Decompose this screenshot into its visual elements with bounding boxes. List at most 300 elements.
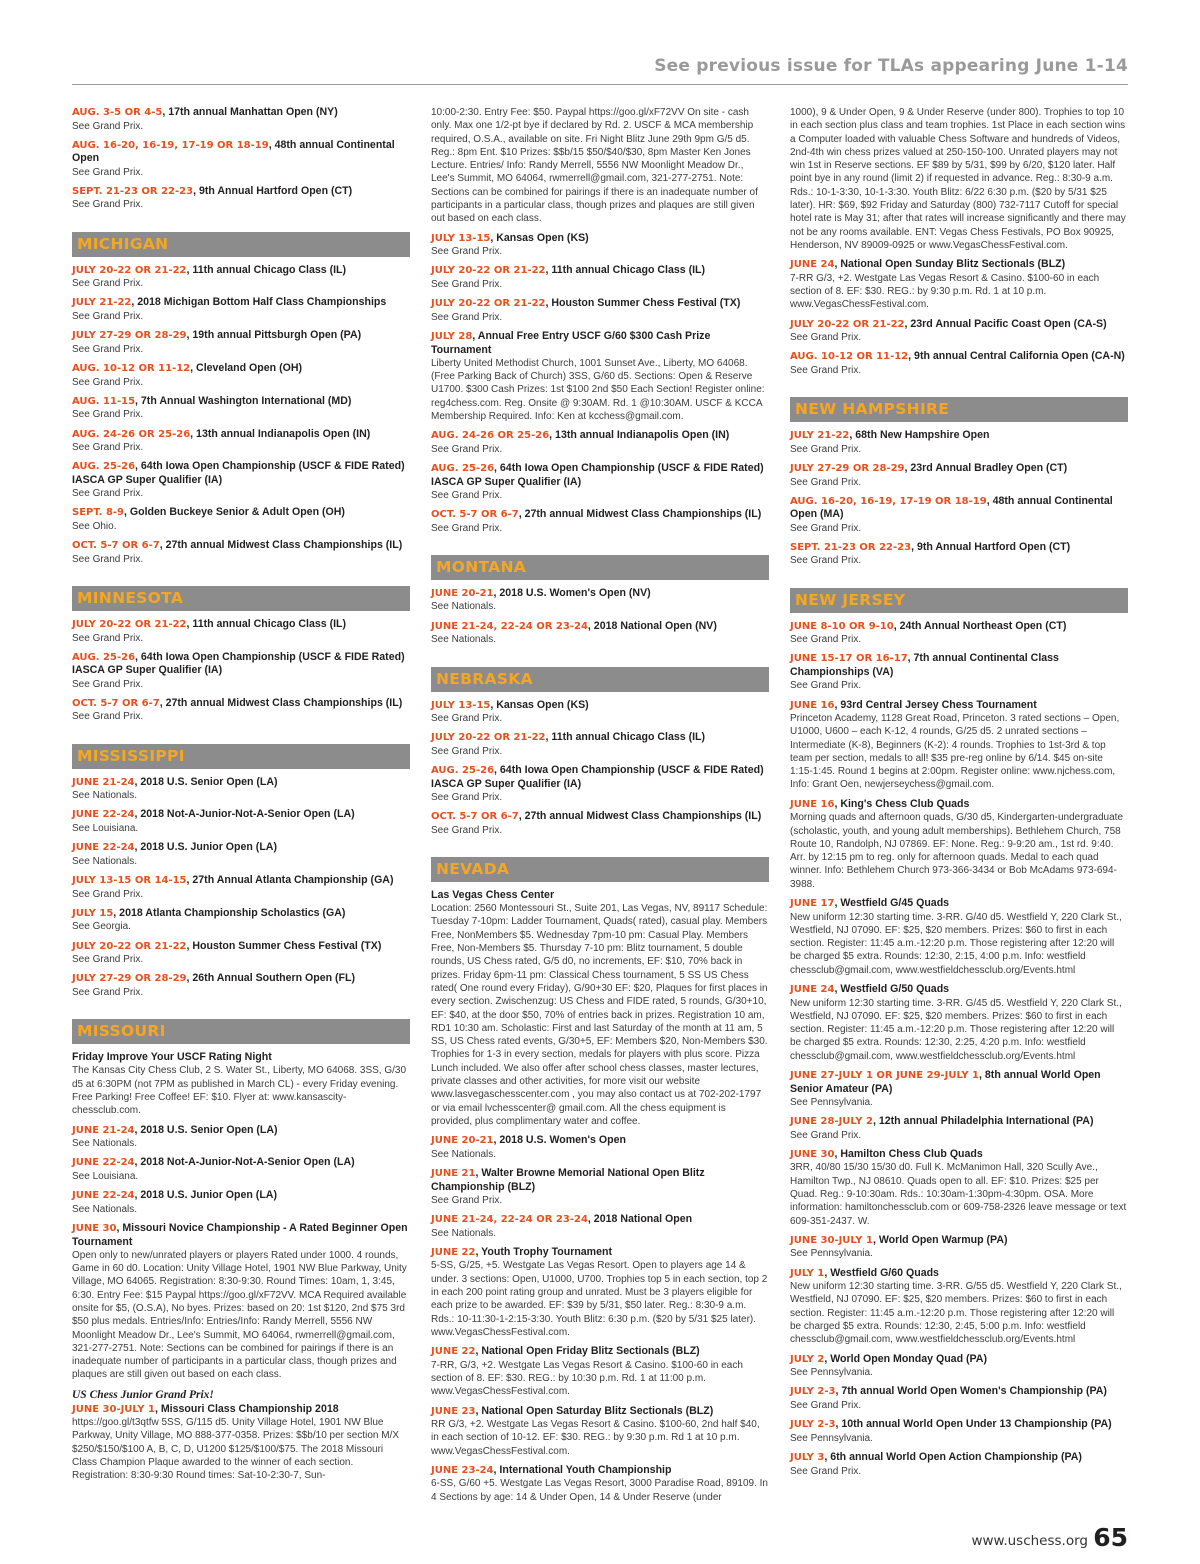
event-details: See Grand Prix. bbox=[72, 488, 144, 500]
event-listing bbox=[790, 462, 1128, 489]
event-details: See Grand Prix. bbox=[790, 522, 862, 534]
event-heading bbox=[790, 1385, 1128, 1399]
event-heading bbox=[72, 874, 410, 888]
event-title: , 19th annual Pittsburgh Open (PA) bbox=[186, 329, 362, 342]
event-heading bbox=[431, 889, 769, 902]
event-heading bbox=[790, 429, 1128, 443]
event-title: , 2018 U.S. Senior Open (LA) bbox=[134, 1123, 278, 1136]
event-title: , 27th annual Midwest Class Championships (IL) bbox=[159, 696, 403, 709]
event-date: JUNE 22-24 bbox=[72, 1190, 135, 1202]
event-details: See Grand Prix. bbox=[790, 680, 862, 692]
event-details: Location: 2560 Montessouri St., Suite 201, Las Vegas, NV, 89117 Schedule: Tuesday 7-10pm: Ladder Tournament, Quads( rated), casual play. Members Free, NonMembers $5. Wednesday 7pm-10 pm: Casual Play. Members Free, Non-Members $5. Thursday 7-10 pm: Blitz tournament, 5 double rounds, US Chess rated, G/5 d0, no increments, EF: $10, 70% back in prizes. Friday 6pm-11 pm: Classical Chess tournament, 5 SS US Chess rated( One round every Friday), G/90+30 EF: $20, Plaques for first places in every section. Zwischenzug: US Chess and FIDE rated, 5 rounds, G/30+10, EF: $40, at the door $50, 70% of entries back in prizes. Registration 10 am, RD1 10:30 am. Scholastic: First and last Saturday of the month at 11 am, 5 SS, US Chess rated events, G/30+5, EF: Members $20, Non-Members $30. Trophies for 1-3 in every section, medals for players with plus score. Pizza Lunch included. We also offer after school chess classes, master lectures, private classes and other activities, for more visit our website www.lasvegaschesscenter.com , you may also contact us at 702-202-1797 or via email lvchesscenter@ gmail.com. All the chess equipment is provided, plus complimentary water and coffee. bbox=[431, 903, 768, 1127]
state-heading: NEVADA bbox=[431, 857, 769, 882]
event-heading bbox=[72, 697, 410, 711]
event-heading bbox=[431, 587, 769, 601]
event-listing bbox=[790, 1451, 1128, 1478]
event-date: JULY 27-29 OR 28-29 bbox=[72, 330, 187, 342]
event-heading bbox=[790, 258, 1128, 272]
event-details: See Grand Prix. bbox=[72, 553, 144, 565]
event-title: , King's Chess Club Quads bbox=[834, 797, 970, 810]
event-date: JUNE 22-24 bbox=[72, 809, 135, 821]
event-date: OCT. 5-7 OR 6-7 bbox=[431, 811, 519, 823]
event-details: See Grand Prix. bbox=[72, 711, 144, 723]
event-details: 3RR, 40/80 15/30 15/30 d0. Full K. McManimon Hall, 320 Scully Ave., Hamilton Twp., NJ 08610. Quads open to all. EF: $10. Prizes: $25 per Quad. Reg.: 9-10:30am. Rds.: 10:30am-1:30pm-4:30pm. OSA. More information: hamiltonchessclub.com or 609-758-2326 leave message or text 609-351-2437. W. bbox=[790, 1162, 1127, 1227]
event-title: , Cleveland Open (OH) bbox=[190, 362, 303, 375]
event-date: JULY 20-22 OR 21-22 bbox=[72, 619, 187, 631]
event-heading bbox=[790, 1418, 1128, 1432]
event-date: JULY 3 bbox=[790, 1452, 825, 1464]
event-listing bbox=[72, 1051, 410, 1117]
event-date: JUNE 24 bbox=[790, 259, 835, 271]
event-date: JUNE 22 bbox=[431, 1346, 476, 1358]
event-heading bbox=[431, 1345, 769, 1359]
event-listing bbox=[72, 539, 410, 566]
event-heading bbox=[72, 808, 410, 822]
event-title: , World Open Monday Quad (PA) bbox=[824, 1352, 987, 1365]
event-date: JUNE 30-JULY 1 bbox=[790, 1234, 873, 1246]
event-heading bbox=[790, 1267, 1128, 1281]
event-title: , 7th annual Continental Class Championships (VA) bbox=[790, 652, 1059, 678]
event-heading bbox=[72, 296, 410, 310]
event-details: See Grand Prix. bbox=[431, 489, 503, 501]
state-heading: NEBRASKA bbox=[431, 667, 769, 692]
event-title: , Kansas Open (KS) bbox=[490, 698, 589, 711]
event-listing bbox=[72, 185, 410, 212]
event-listing bbox=[431, 106, 769, 226]
event-details: See Grand Prix. bbox=[790, 443, 862, 455]
event-date: AUG. 25-26 bbox=[72, 651, 136, 663]
event-details: See Louisiana. bbox=[72, 1170, 139, 1182]
event-details: See Grand Prix. bbox=[790, 364, 862, 376]
event-heading bbox=[431, 731, 769, 745]
event-date: AUG. 11-15 bbox=[72, 395, 136, 407]
event-heading bbox=[72, 972, 410, 986]
event-listing bbox=[431, 297, 769, 324]
event-details: See Grand Prix. bbox=[72, 310, 144, 322]
event-listing bbox=[790, 541, 1128, 568]
event-listing bbox=[72, 139, 410, 179]
event-title: , 2018 Not-A-Junior-Not-A-Senior Open (LA) bbox=[134, 808, 355, 821]
event-details: 6-SS, G/60 +5. Westgate Las Vegas Resort, 3000 Paradise Road, 89109. In 4 Sections by age: 14 & Under Open, 14 & Under Reserve (under bbox=[431, 1478, 768, 1503]
event-series-label: US Chess Junior Grand Prix! bbox=[72, 1388, 214, 1401]
event-details: New uniform 12:30 starting time. 3-RR. G/40 d5. Westfield Y, 220 Clark St., Westfield, NJ 07090. EF: $25, $20 members. Prizes: $60 to first in each section. Register: 11:45 a.m.-12:20 p.m. Those registering after 12:20 will be charged $5 extra. Rounds: 12:30, 2:15, 4:00 p.m. Info: westfield chessclub@gmail.com, www.westfieldchessclub.org/Events.html bbox=[790, 911, 1122, 976]
event-title: , 11th annual Chicago Class (IL) bbox=[186, 618, 347, 631]
event-date: JULY 27-29 OR 28-29 bbox=[72, 973, 187, 985]
event-listing bbox=[431, 1167, 769, 1207]
event-heading bbox=[790, 462, 1128, 476]
event-details: See Grand Prix. bbox=[790, 332, 862, 344]
event-listing bbox=[431, 731, 769, 758]
event-listing bbox=[790, 1353, 1128, 1380]
event-details: See Grand Prix. bbox=[790, 1465, 862, 1477]
event-heading bbox=[431, 1405, 769, 1419]
event-heading bbox=[790, 798, 1128, 812]
event-listing bbox=[790, 429, 1128, 456]
event-heading bbox=[72, 362, 410, 376]
event-date: JUNE 21-24, 22-24 OR 23-24 bbox=[431, 620, 588, 632]
event-date: JUNE 30-JULY 1 bbox=[72, 1403, 155, 1415]
event-listing bbox=[431, 1405, 769, 1458]
event-heading bbox=[431, 1464, 769, 1478]
event-title: , 2018 Not-A-Junior-Not-A-Senior Open (LA) bbox=[134, 1156, 355, 1169]
event-date: AUG. 25-26 bbox=[431, 463, 495, 475]
event-date: SEPT. 21-23 OR 22-23 bbox=[790, 541, 912, 553]
event-date: AUG. 3-5 OR 4-5 bbox=[72, 107, 163, 118]
event-heading bbox=[72, 1403, 410, 1417]
event-title: , 7th annual World Open Women's Championship (PA) bbox=[835, 1385, 1107, 1398]
event-title: , National Open Friday Blitz Sectionals (BLZ) bbox=[475, 1345, 700, 1358]
event-title: , 2018 Atlanta Championship Scholastics (GA) bbox=[113, 906, 346, 919]
event-listing bbox=[72, 1124, 410, 1151]
event-heading bbox=[431, 429, 769, 443]
event-listing bbox=[72, 1388, 410, 1483]
event-date: JUNE 16 bbox=[790, 699, 835, 711]
event-title: , 27th annual Midwest Class Championships (IL) bbox=[159, 539, 403, 552]
event-title: , 11th annual Chicago Class (IL) bbox=[186, 263, 347, 276]
event-title: , 8th annual World Open Senior Amateur (PA) bbox=[790, 1069, 1101, 1095]
event-listing bbox=[431, 764, 769, 804]
event-details: See Pennsylvania. bbox=[790, 1096, 873, 1108]
event-date: AUG. 16-20, 16-19, 17-19 OR 18-19 bbox=[790, 495, 987, 507]
event-listing bbox=[431, 1464, 769, 1504]
event-listing bbox=[790, 318, 1128, 345]
event-details: See Grand Prix. bbox=[72, 954, 144, 966]
event-details: See Nationals. bbox=[72, 790, 138, 802]
event-title: , Westfield G/45 Quads bbox=[834, 897, 950, 910]
event-heading bbox=[790, 897, 1128, 911]
event-title: , 9th annual Central California Open (CA-N) bbox=[908, 350, 1125, 363]
event-date: JUNE 21-24 bbox=[72, 776, 135, 788]
event-date: JUNE 24 bbox=[790, 984, 835, 996]
event-details: 1000), 9 & Under Open, 9 & Under Reserve (under 800). Trophies to top 10 in each section plus class and team trophies. 1st Place in each section wins a Computer loaded with valuable Chess Software and hundreds of Videos, 2nd-4th win chess prizes valued at 250-150-100. Unrated players may not win 1st in Reserve sections. EF $89 by 5/31, $99 by 6/20, $120 later. Half point bye in any round (limit 2) if requested in advance. Reg.: 8:30-9 a.m. Rds.: 10-1-3:30, 10-1-3:30. Youth Blitz: 6/22 6:30 p.m. ($20 by 5/31 $25 later). HR: $69, $92 Friday and Saturday (800) 732-7117 Cutoff for special hotel rate is May 31; after that rates will increase significantly and there may not be any rooms available. ENT: Vegas Chess Festivals, PO Box 90925, Henderson, NV 89009-0925 or www.VegasChessFestival.com. bbox=[790, 107, 1126, 251]
event-date: AUG. 24-26 OR 25-26 bbox=[431, 430, 550, 442]
event-heading bbox=[790, 1234, 1128, 1248]
event-listing bbox=[72, 1189, 410, 1216]
event-date: JULY 20-22 OR 21-22 bbox=[790, 318, 905, 330]
event-title: , National Open Sunday Blitz Sectionals (BLZ) bbox=[834, 258, 1066, 271]
event-listing bbox=[790, 1267, 1128, 1347]
event-heading bbox=[790, 652, 1128, 679]
event-details: See Grand Prix. bbox=[72, 278, 144, 290]
event-heading bbox=[790, 350, 1128, 364]
event-heading bbox=[72, 428, 410, 442]
event-date: JULY 28 bbox=[431, 331, 473, 343]
event-listing bbox=[790, 1069, 1128, 1109]
event-details: See Pennsylvania. bbox=[790, 1432, 873, 1444]
event-listing bbox=[790, 1148, 1128, 1228]
event-details: See Grand Prix. bbox=[431, 713, 503, 724]
event-date: OCT. 5-7 OR 6-7 bbox=[72, 540, 160, 552]
event-date: JULY 21-22 bbox=[72, 297, 132, 309]
event-title: , 26th Annual Southern Open (FL) bbox=[186, 972, 356, 985]
event-date: JUNE 23-24 bbox=[431, 1464, 494, 1476]
event-details: See Nationals. bbox=[431, 1227, 497, 1239]
event-title: , 10th annual World Open Under 13 Championship (PA) bbox=[835, 1418, 1112, 1431]
event-listing bbox=[72, 940, 410, 967]
event-details: See Grand Prix. bbox=[72, 376, 144, 388]
event-title: , 2018 U.S. Junior Open (LA) bbox=[134, 1189, 277, 1202]
event-title: , 2018 U.S. Women's Open bbox=[493, 1134, 626, 1147]
event-date: JUNE 21-24 bbox=[72, 1124, 135, 1136]
event-title: , Golden Buckeye Senior & Adult Open (OH) bbox=[124, 506, 345, 519]
event-listing bbox=[790, 983, 1128, 1063]
event-listing bbox=[431, 889, 769, 1128]
event-title: , Youth Trophy Tournament bbox=[475, 1245, 612, 1258]
event-listing bbox=[72, 460, 410, 500]
event-details: See Grand Prix. bbox=[431, 246, 503, 258]
event-date: AUG. 10-12 OR 11-12 bbox=[790, 351, 909, 363]
event-date: JUNE 23 bbox=[431, 1405, 476, 1417]
event-title: , 2018 National Open (NV) bbox=[587, 619, 717, 632]
event-date: JULY 20-22 OR 21-22 bbox=[72, 264, 187, 276]
event-listing bbox=[431, 1345, 769, 1398]
event-title: , 64th Iowa Open Championship (USCF & FIDE Rated) IASCA GP Super Qualifier (IA) bbox=[431, 462, 764, 488]
event-heading bbox=[431, 232, 769, 246]
event-details: See Pennsylvania. bbox=[790, 1367, 873, 1379]
event-heading bbox=[431, 330, 769, 357]
event-details: See Nationals. bbox=[72, 1203, 138, 1215]
event-listing bbox=[790, 699, 1128, 792]
event-details: See Grand Prix. bbox=[72, 678, 144, 690]
event-heading bbox=[72, 395, 410, 409]
event-details: See Grand Prix. bbox=[790, 1399, 862, 1411]
event-heading bbox=[431, 462, 769, 489]
event-date: JUNE 21 bbox=[431, 1168, 476, 1179]
footer-url[interactable]: www.uschess.org bbox=[971, 1533, 1088, 1549]
event-date: JUNE 30 bbox=[790, 1148, 835, 1160]
event-listing bbox=[431, 264, 769, 291]
event-title: , 11th annual Chicago Class (IL) bbox=[545, 731, 706, 744]
event-details: See Grand Prix. bbox=[431, 791, 503, 803]
event-details: 7-RR, G/3, +2. Westgate Las Vegas Resort & Casino. $100-60 in each section of 8. EF: $30. REG.: by 10:30 p.m. Rd. 1 at 11:00 p.m. www.VegasChessFestival.com. bbox=[431, 1359, 743, 1398]
event-listing bbox=[790, 258, 1128, 311]
event-title: , Missouri Class Championship 2018 bbox=[154, 1402, 339, 1415]
event-heading bbox=[72, 1051, 410, 1064]
event-listing bbox=[790, 1115, 1128, 1142]
event-title: , 2018 U.S. Women's Open (NV) bbox=[493, 586, 651, 599]
event-title: , 7th Annual Washington International (MD) bbox=[135, 394, 352, 407]
event-heading bbox=[790, 318, 1128, 332]
event-title: , 6th annual World Open Action Championship (PA) bbox=[824, 1451, 1082, 1464]
event-listing bbox=[431, 232, 769, 259]
event-date: JULY 21-22 bbox=[790, 430, 850, 442]
event-title: , 24th Annual Northeast Open (CT) bbox=[893, 619, 1067, 632]
event-details: Princeton Academy, 1128 Great Road, Princeton. 3 rated sections – Open, U1000, U600 – each K-12, 4 rounds, G/25 d5. 2 unrated sections – Intermediate (K-8), Beginners (K-2): 4 rounds. Trophies to 1st-3rd & top team per section, medals to all! $35 pre-reg online by 6/14. $45 on-site 1:15-1:45. Round 1 begins at 2:00pm. Register online: www.njchess.com, Info: Grant Oen, newjerseychess@gmail.com. bbox=[790, 713, 1120, 791]
event-heading bbox=[72, 940, 410, 954]
event-listing bbox=[431, 330, 769, 423]
event-listing bbox=[431, 1213, 769, 1240]
event-title: , Westfield G/50 Quads bbox=[834, 983, 950, 996]
event-date: JUNE 27-JULY 1 OR JUNE 29-JULY 1 bbox=[790, 1070, 980, 1082]
event-details: See Grand Prix. bbox=[72, 199, 144, 211]
event-date: JUNE 22-24 bbox=[72, 1157, 135, 1169]
event-date: SEPT. 8-9 bbox=[72, 507, 125, 519]
event-listing bbox=[431, 810, 769, 837]
event-listing bbox=[431, 699, 769, 726]
event-date: AUG. 24-26 OR 25-26 bbox=[72, 428, 191, 440]
event-heading bbox=[431, 297, 769, 311]
event-date: JULY 13-15 OR 14-15 bbox=[72, 875, 187, 887]
event-title: , 17th annual Manhattan Open (NY) bbox=[162, 106, 338, 118]
event-title: , 64th Iowa Open Championship (USCF & FIDE Rated) IASCA GP Super Qualifier (IA) bbox=[431, 764, 764, 790]
event-listing bbox=[72, 776, 410, 803]
event-heading bbox=[72, 539, 410, 553]
event-date: JULY 1 bbox=[790, 1267, 825, 1279]
event-date: JUNE 30 bbox=[72, 1223, 117, 1235]
event-listing bbox=[790, 1418, 1128, 1445]
event-title: , Kansas Open (KS) bbox=[490, 231, 589, 244]
event-details: See Nationals. bbox=[72, 1138, 138, 1150]
event-details: See Georgia. bbox=[72, 921, 131, 933]
state-heading: MISSISSIPPI bbox=[72, 744, 410, 769]
event-date: JULY 15 bbox=[72, 907, 114, 919]
event-heading bbox=[790, 983, 1128, 997]
event-date: JULY 13-15 bbox=[431, 232, 491, 244]
event-title: , 48th annual Continental Open bbox=[72, 138, 395, 165]
event-date: JUNE 22 bbox=[431, 1246, 476, 1258]
event-title: , 2018 U.S. Senior Open (LA) bbox=[134, 775, 278, 788]
event-details: See Grand Prix. bbox=[72, 120, 144, 132]
event-title: , 2018 Michigan Bottom Half Class Championships bbox=[131, 296, 387, 309]
event-heading bbox=[72, 1156, 410, 1170]
event-title: , 93rd Central Jersey Chess Tournament bbox=[834, 698, 1037, 711]
event-details: See Grand Prix. bbox=[72, 343, 144, 355]
event-listing bbox=[72, 1222, 410, 1382]
state-heading: MONTANA bbox=[431, 555, 769, 580]
event-listing bbox=[72, 1156, 410, 1183]
event-details: 5-SS, G/25, +5. Westgate Las Vegas Resort. Open to players age 14 & under. 3 sections: Open, U1000, U700. Trophies top 5 in each section, top 2 in each 200 point rating group and unrated. Must be 3 players eligible for each prize to be awarded. EF: $39 by 5/31, $50 later. Reg.: 8:30-9 a.m. Rds.: 10-11:30-1-2:15-3:30. Youth Blitz: 6:30 p.m. ($20 by 5/31 $25 later). www.VegasChessFestival.com. bbox=[431, 1260, 768, 1338]
state-heading: NEW JERSEY bbox=[790, 588, 1128, 613]
event-details: See Grand Prix. bbox=[431, 1194, 503, 1206]
event-details: New uniform 12:30 starting time. 3-RR. G/45 d5. Westfield Y, 220 Clark St., Westfield, NJ 07090. EF: $25, $20 members. Prizes: $60 to first in each section. Register: 11:45 a.m.-12:20 p.m. Those registering after 12:20 will be charged $5 extra. Rounds: 12:30, 2:25, 4:20 p.m. Info: westfield chessclub@gmail.com, www.westfieldchessclub.org/Events.html bbox=[790, 997, 1122, 1062]
state-heading: NEW HAMPSHIRE bbox=[790, 397, 1128, 422]
event-listing bbox=[790, 897, 1128, 977]
event-date: AUG. 16-20, 16-19, 17-19 OR 18-19 bbox=[72, 139, 269, 151]
event-details: See Grand Prix. bbox=[72, 986, 144, 998]
event-details: See Grand Prix. bbox=[72, 409, 144, 421]
event-heading bbox=[72, 841, 410, 855]
event-details: See Grand Prix. bbox=[431, 311, 503, 323]
event-date: JULY 13-15 bbox=[431, 699, 491, 711]
event-listing bbox=[431, 429, 769, 456]
event-title: , 9th Annual Hartford Open (CT) bbox=[193, 184, 353, 197]
event-details: See Nationals. bbox=[431, 1148, 497, 1160]
event-details: New uniform 12:30 starting time. 3-RR. G/55 d5. Westfield Y, 220 Clark St., Westfield, NJ 07090. EF: $25, $20 members. Prizes: $60 to first in each section. Register: 11:45 a.m.-12:20 p.m. Those registering after 12:20 will be charged $5 extra. Rounds: 12:30, 2:45, 5:00 p.m. Info: westfield chessclub@gmail.com, www.westfieldchessclub.org/Events.html bbox=[790, 1281, 1122, 1346]
event-details: See Grand Prix. bbox=[72, 442, 144, 454]
event-date: JULY 2 bbox=[790, 1353, 825, 1365]
event-date: JULY 20-22 OR 21-22 bbox=[431, 265, 546, 277]
event-heading bbox=[72, 506, 410, 520]
event-heading bbox=[790, 495, 1128, 522]
event-title: , International Youth Championship bbox=[493, 1463, 672, 1476]
event-heading bbox=[72, 1222, 410, 1249]
event-details: See Grand Prix. bbox=[431, 745, 503, 757]
top-divider bbox=[72, 84, 1128, 85]
event-listing bbox=[72, 697, 410, 724]
event-date: JUNE 21-24, 22-24 OR 23-24 bbox=[431, 1214, 588, 1226]
event-heading bbox=[790, 699, 1128, 713]
event-heading bbox=[72, 460, 410, 487]
event-title: , 27th annual Midwest Class Championships (IL) bbox=[518, 810, 762, 823]
event-title: , National Open Saturday Blitz Sectionals (BLZ) bbox=[475, 1404, 714, 1417]
event-heading bbox=[72, 1124, 410, 1138]
event-title: , 68th New Hampshire Open bbox=[849, 429, 990, 442]
event-heading bbox=[72, 776, 410, 790]
event-title: , 13th annual Indianapolis Open (IN) bbox=[549, 429, 730, 442]
event-heading bbox=[72, 907, 410, 921]
event-title: , Houston Summer Chess Festival (TX) bbox=[186, 939, 382, 952]
event-heading bbox=[431, 264, 769, 278]
event-title: , Westfield G/60 Quads bbox=[824, 1266, 939, 1279]
event-heading bbox=[72, 329, 410, 343]
event-listing bbox=[72, 907, 410, 934]
event-listing bbox=[790, 495, 1128, 535]
event-heading bbox=[790, 541, 1128, 555]
event-title: , Walter Browne Memorial National Open Blitz Championship (BLZ) bbox=[431, 1167, 705, 1193]
event-listing bbox=[72, 618, 410, 645]
event-details: RR G/3, +2. Westgate Las Vegas Resort & Casino. $100-60, 2nd half $40, in each section of 10-12. EF: $30. REG.: by 9:30 p.m. Rd 1 at 10 p.m. www.VegasChessFestival.com. bbox=[431, 1419, 760, 1457]
event-listing bbox=[72, 874, 410, 901]
event-heading bbox=[431, 699, 769, 713]
event-title: , 27th annual Midwest Class Championships (IL) bbox=[518, 508, 762, 521]
event-heading bbox=[431, 620, 769, 634]
event-details: See Grand Prix. bbox=[790, 1129, 862, 1141]
event-date: JULY 20-22 OR 21-22 bbox=[431, 298, 546, 310]
event-listing bbox=[431, 508, 769, 535]
event-date: AUG. 25-26 bbox=[431, 765, 495, 777]
page-number: 65 bbox=[1093, 1523, 1128, 1552]
event-heading bbox=[431, 1246, 769, 1260]
event-date: JULY 27-29 OR 28-29 bbox=[790, 463, 905, 475]
event-title: , 12th annual Philadelphia International (PA) bbox=[872, 1115, 1094, 1128]
event-listing bbox=[431, 587, 769, 614]
event-title: , 64th Iowa Open Championship (USCF & FIDE Rated) IASCA GP Super Qualifier (IA) bbox=[72, 460, 405, 486]
event-date: OCT. 5-7 OR 6-7 bbox=[72, 697, 160, 709]
event-title: , 2018 U.S. Junior Open (LA) bbox=[134, 841, 277, 854]
event-heading bbox=[72, 1189, 410, 1203]
event-listing bbox=[72, 808, 410, 835]
event-title: Friday Improve Your USCF Rating Night bbox=[72, 1051, 272, 1064]
event-listing bbox=[790, 1234, 1128, 1261]
event-date: JULY 20-22 OR 21-22 bbox=[431, 732, 546, 744]
event-listing bbox=[790, 1385, 1128, 1412]
event-listing bbox=[72, 329, 410, 356]
event-date: JUNE 20-21 bbox=[431, 1135, 494, 1147]
event-date: JULY 2-3 bbox=[790, 1386, 836, 1398]
event-date: JULY 2-3 bbox=[790, 1419, 836, 1431]
event-details: See Grand Prix. bbox=[790, 634, 862, 646]
event-details: See Grand Prix. bbox=[431, 278, 503, 290]
event-listing bbox=[72, 362, 410, 389]
column-2 bbox=[431, 106, 769, 1510]
event-title: Las Vegas Chess Center bbox=[431, 888, 555, 901]
event-listing bbox=[790, 620, 1128, 647]
event-listing bbox=[790, 652, 1128, 692]
event-details: See Grand Prix. bbox=[431, 443, 503, 455]
event-date: AUG. 25-26 bbox=[72, 461, 136, 473]
event-listing bbox=[72, 264, 410, 291]
event-details: See Grand Prix. bbox=[72, 632, 144, 644]
event-listing bbox=[72, 296, 410, 323]
event-details: See Ohio. bbox=[72, 520, 117, 532]
event-title: , 13th annual Indianapolis Open (IN) bbox=[190, 427, 371, 440]
event-title: , 2018 National Open bbox=[587, 1213, 693, 1226]
event-heading bbox=[431, 1167, 769, 1194]
event-heading bbox=[72, 651, 410, 678]
event-date: JUNE 20-21 bbox=[431, 587, 494, 599]
event-heading bbox=[790, 1069, 1128, 1096]
event-title: , 9th Annual Hartford Open (CT) bbox=[911, 540, 1071, 553]
